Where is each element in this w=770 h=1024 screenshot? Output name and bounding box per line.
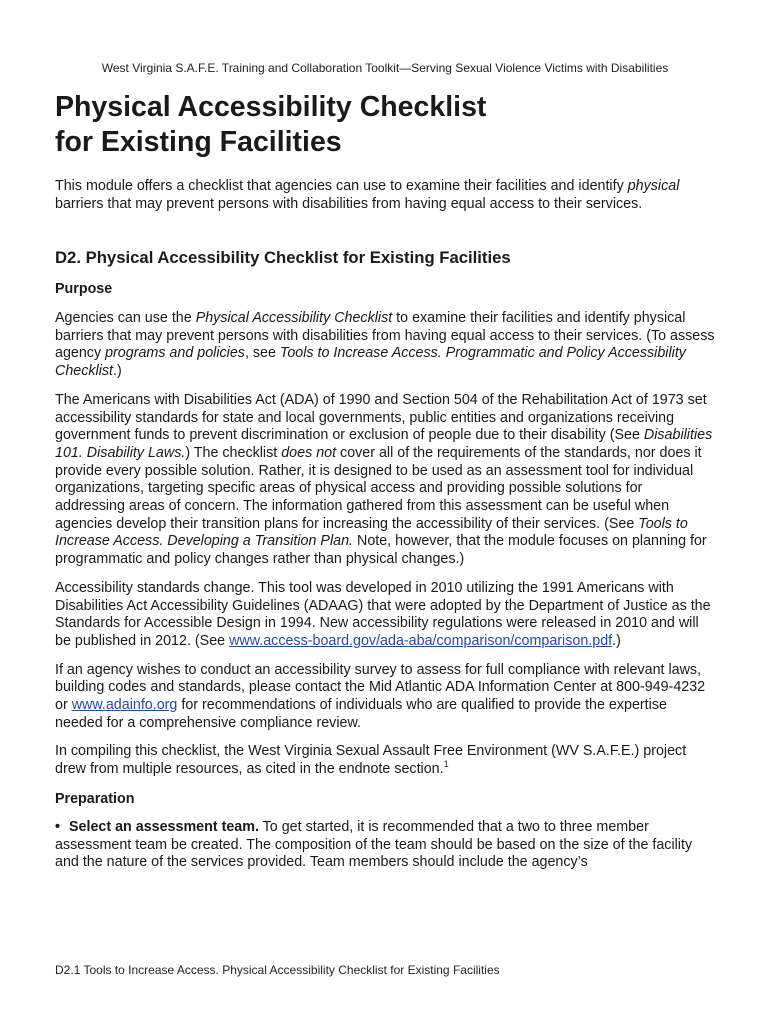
p5-text-1: In compiling this checklist, the West Virginia Sexual Assault Free Environment (WV S.A.F.E.) project drew from multiple resources, as cited in the endnote section. <box>55 743 687 778</box>
page-title <box>55 90 715 160</box>
p1-emphasis-3: Tools to Increase Access. Programmatic and Policy Accessibility Checklist <box>55 345 686 380</box>
list-item <box>55 819 715 872</box>
title-line-2: for Existing Facilities <box>55 126 342 158</box>
p1-text-2: to examine their facilities and identify physical barriers that may prevent persons with disabilities from having equal access to their services. (To assess agency <box>55 310 715 362</box>
preparation-heading: Preparation <box>55 790 135 807</box>
purpose-paragraph-5 <box>55 743 715 778</box>
section-heading: D2. Physical Accessibility Checklist for Existing Facilities <box>55 248 511 267</box>
p1-emphasis-2: programs and policies <box>105 345 245 362</box>
p4-text-1: If an agency wishes to conduct an accessibility survey to assess for full compliance with relevant laws, building codes and standards, please contact the Mid Atlantic ADA Information Center at 800-949-4232 or <box>55 661 706 714</box>
purpose-paragraph-4 <box>55 662 715 733</box>
purpose-paragraph-1 <box>55 310 715 381</box>
p2-text-1: The Americans with Disabilities Act (ADA) of 1990 and Section 504 of the Rehabilitation Act of 1973 set accessibility standards for state and local governments, public entities and organizations receiving government funds to prevent discrimination or exclusion of people due to their disability (See <box>55 391 707 444</box>
intro-text-2: barriers that may prevent persons with disabilities from having equal access to their services. <box>55 196 643 212</box>
bullet-text: To get started, it is recommended that a two to three member assessment team be created. The composition of the team should be based on the size of the facility and the nature of the services provided. Team members should include the agency’s <box>55 818 693 871</box>
intro-text-1: This module offers a checklist that agencies can use to examine their facilities and identify <box>55 178 628 194</box>
running-footer: D2.1 Tools to Increase Access. Physical Accessibility Checklist for Existing Facilities <box>55 963 500 977</box>
p3-text-1: Accessibility standards change. This tool was developed in 2010 utilizing the 1991 Americans with Disabilities Act Accessibility Guidelines (ADAAG) that were adopted by the Department of Justice as the Standards for Accessible Design in 1994. New accessibility regulations were released in 2010 and will be published in 2012. (See <box>55 579 711 649</box>
page-content <box>55 90 715 872</box>
p1-emphasis-1: Physical Accessibility Checklist <box>195 310 393 326</box>
p2-emphasis-3: Tools to Increase Access. Developing a Transition Plan. <box>55 515 688 550</box>
purpose-paragraph-3 <box>55 580 715 651</box>
purpose-heading: Purpose <box>55 281 113 297</box>
intro-emphasis: physical <box>627 178 680 194</box>
p2-text-4: Note, however, that the module focuses on planning for programmatic and policy changes rather than physical changes.) <box>55 533 707 568</box>
p4-text-2: for recommendations of individuals who are qualified to provide the expertise needed for a comprehensive compliance review. <box>55 697 667 731</box>
title-line-1: Physical Accessibility Checklist <box>55 91 487 123</box>
purpose-paragraph-2 <box>55 392 715 569</box>
p1-text-1: Agencies can use the <box>55 310 196 326</box>
bullet-bold-lead: Select an assessment team. <box>69 818 259 835</box>
p3-text-2: .) <box>612 632 621 649</box>
p2-text-2: ) The checklist <box>185 444 282 461</box>
p2-emphasis-1: Disabilities 101. Disability Laws. <box>55 427 713 461</box>
running-header: West Virginia S.A.F.E. Training and Collaboration Toolkit—Serving Sexual Violence Victims with Disabilities <box>101 61 669 75</box>
adainfo-link[interactable]: www.adainfo.org <box>71 697 178 714</box>
p2-text-3: cover all of the requirements of the standards, nor does it provide every possible solution. Rather, it is designed to be used as an assessment tool for individual organizations, targeting specific areas of physical access and providing possible solutions for addressing areas of concern. The information gathered from this assessment can be useful when agencies develop their transition plans for increasing the accessibility of their services. (See <box>55 444 702 532</box>
p2-emphasis-2: does not <box>281 444 337 461</box>
p1-text-3: , see <box>244 345 280 362</box>
intro-paragraph <box>55 177 715 213</box>
bullet-marker: • <box>55 818 61 835</box>
p1-text-4: .) <box>113 363 122 380</box>
access-board-link[interactable]: www.access-board.gov/ada-aba/comparison/comparison.pdf <box>229 632 613 649</box>
endnote-reference[interactable]: 1 <box>443 759 449 770</box>
